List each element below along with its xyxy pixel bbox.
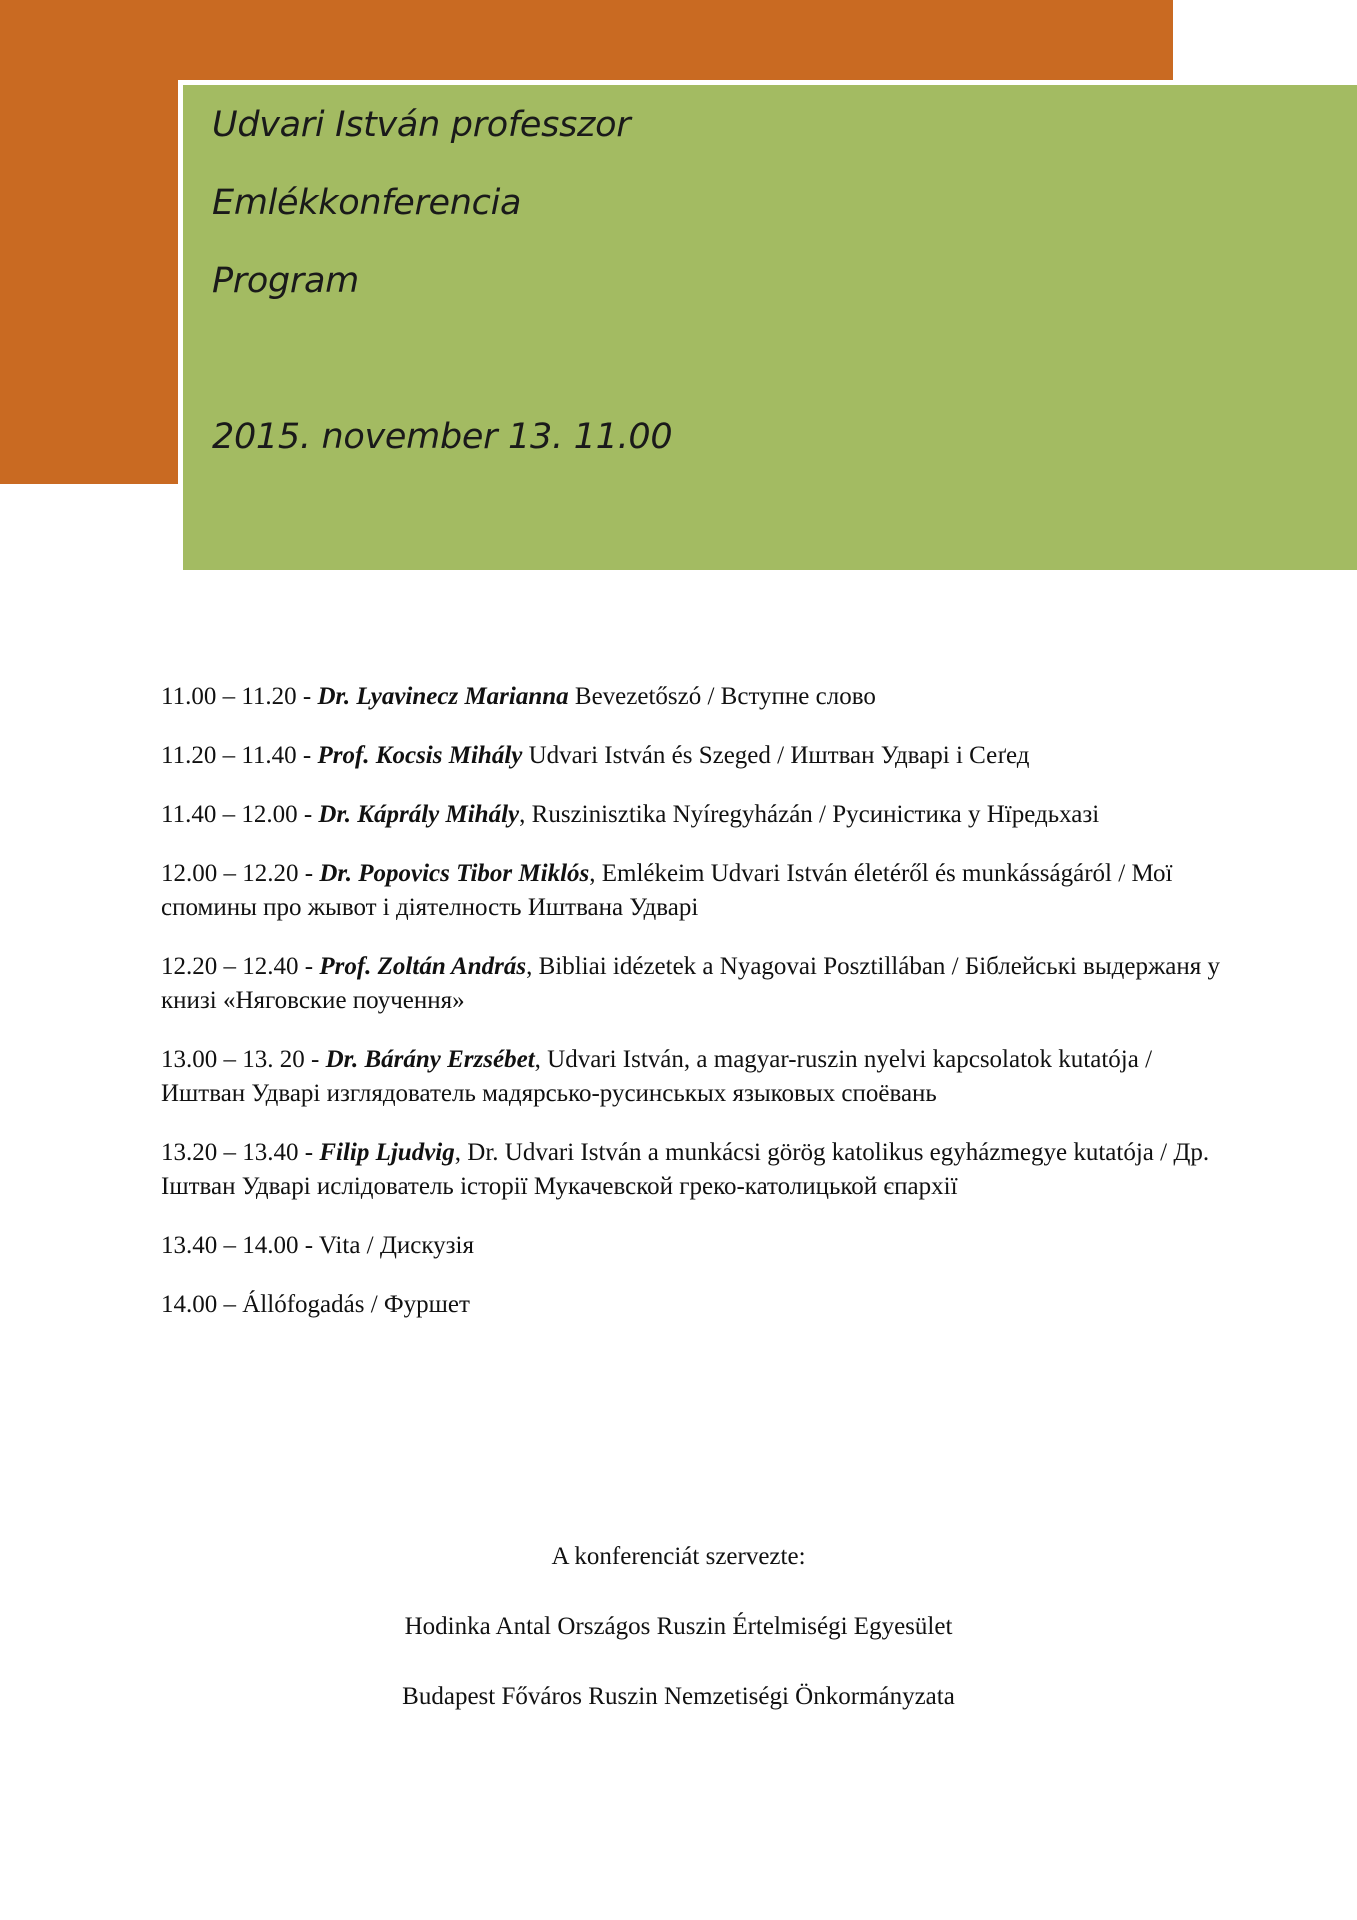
entry-time: 11.20 – 11.40 - bbox=[161, 742, 318, 769]
speaker-name: Dr. Lyavinecz Marianna bbox=[317, 683, 569, 710]
conference-date: 2015. november 13. 11.00 bbox=[212, 417, 673, 457]
entry-title: Bevezetőszó / Вступне слово bbox=[568, 683, 876, 710]
entry-time: 13.00 – 13. 20 - bbox=[161, 1046, 326, 1073]
program-entry bbox=[161, 798, 1221, 832]
program-entry bbox=[161, 857, 1221, 925]
program-entry bbox=[161, 1136, 1221, 1204]
speaker-name: Prof. Kocsis Mihály bbox=[317, 742, 523, 769]
title-line-1: Udvari István professzor bbox=[212, 105, 631, 145]
program-entry bbox=[161, 950, 1221, 1018]
entry-time: 12.20 – 12.40 - bbox=[161, 953, 320, 980]
organizers-heading: A konferenciát szervezte: bbox=[551, 1543, 806, 1570]
speaker-name: Dr. Bárány Erzsébet bbox=[325, 1046, 535, 1073]
entry-time: 11.00 – 11.20 - bbox=[161, 683, 318, 710]
program-list bbox=[161, 680, 1221, 1347]
speaker-name: Dr. Popovics Tibor Miklós bbox=[319, 860, 590, 887]
entry-title: , Bibliai idézetek a Nyagovai Posztillában / Біблейські выдержаня у книзі «Няговские поучення» bbox=[161, 953, 1220, 1014]
program-entry bbox=[161, 739, 1221, 773]
program-entry bbox=[161, 1043, 1221, 1111]
entry-text: 13.40 – 14.00 - Vita / Дискузія bbox=[161, 1232, 475, 1259]
entry-time: 11.40 – 12.00 - bbox=[161, 801, 319, 828]
speaker-name: Dr. Káprály Mihály bbox=[318, 801, 520, 828]
speaker-name: Filip Ljudvig bbox=[319, 1139, 455, 1166]
entry-title: , Dr. Udvari István a munkácsi görög katolikus egyházmegye kutatója / Др. Іштван Удварі ислідователь історії Мукачевской греко-католицькой єпархії bbox=[161, 1139, 1210, 1200]
program-entry bbox=[161, 680, 1221, 714]
title-line-2: Emlékkonferencia bbox=[212, 183, 522, 223]
entry-title: Udvari István és Szeged / Иштван Удварі і Сеґед bbox=[522, 742, 1030, 769]
title-panel bbox=[178, 80, 1357, 570]
title-line-3: Program bbox=[212, 261, 359, 301]
program-entry bbox=[161, 1288, 1221, 1322]
entry-title: , Udvari István, a magyar-ruszin nyelvi kapcsolatok kutatója / Иштван Удварі изглядователь мадярсько-русинськых языковых споёвань bbox=[161, 1046, 1153, 1107]
entry-time: 12.00 – 12.20 - bbox=[161, 860, 320, 887]
entry-title: , Ruszinisztika Nyíregyházán / Русиністика у Нїредьхазі bbox=[519, 801, 1100, 828]
entry-time: 13.20 – 13.40 - bbox=[161, 1139, 320, 1166]
speaker-name: Prof. Zoltán András bbox=[319, 953, 527, 980]
organizer-2: Budapest Főváros Ruszin Nemzetiségi Önkormányzata bbox=[402, 1683, 955, 1710]
organizer-1: Hodinka Antal Országos Ruszin Értelmiségi Egyesület bbox=[404, 1613, 953, 1640]
program-entry bbox=[161, 1229, 1221, 1263]
organizers-section bbox=[0, 1540, 1357, 1750]
entry-text: 14.00 – Állófogadás / Фуршет bbox=[161, 1291, 470, 1318]
entry-title: , Emlékeim Udvari István életéről és munkásságáról / Мої спомины про жывот і діятелность Иштвана Удварі bbox=[161, 860, 1173, 921]
